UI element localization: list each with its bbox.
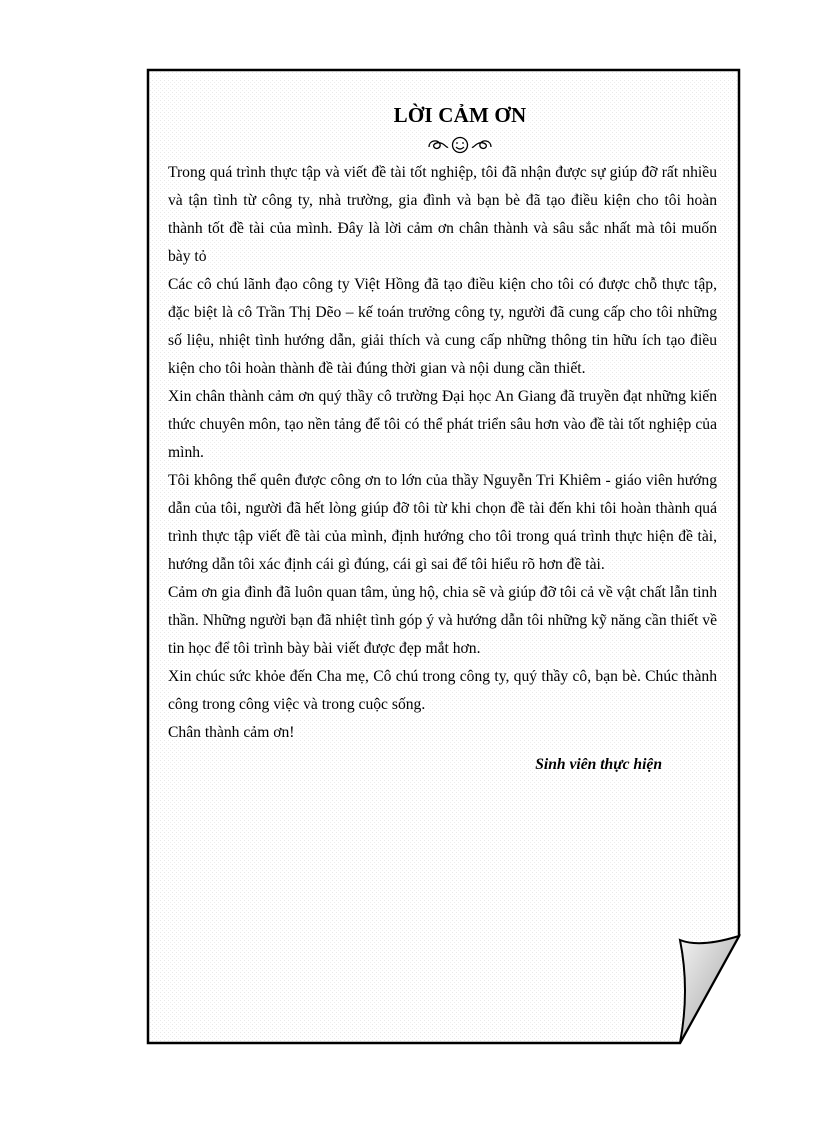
curl-smiley-ornament-icon <box>203 133 717 157</box>
page-title: LỜI CẢM ƠN <box>393 103 527 127</box>
ornament-graphic <box>426 135 494 155</box>
document-content <box>168 100 717 779</box>
page-fold-corner <box>680 936 739 1043</box>
signature: Sinh viên thực hiện <box>535 756 662 773</box>
paragraph-6: Xin chúc sức khỏe đến Cha mẹ, Cô chú trong công ty, quý thầy cô, bạn bè. Chúc thành công trong công việc và trong cuộc sống. <box>168 668 717 713</box>
paragraph-7: Chân thành cảm ơn! <box>168 724 295 741</box>
paragraph-2: Các cô chú lãnh đạo công ty Việt Hồng đã tạo điều kiện cho tôi có được chỗ thực tập, đặc biệt là cô Trần Thị Dẽo – kế toán trưởng công ty, người đã cung cấp cho tôi những số liệu, nhiệt tình hướng dẫn, giải thích và cung cấp những thông tin hữu ích tạo điều kiện cho tôi hoàn thành đề tài đúng thời gian và nội dung cần thiết. <box>168 276 717 377</box>
paragraph-4: Tôi không thể quên được công ơn to lớn của thầy Nguyễn Tri Khiêm - giáo viên hướng dẫn của tôi, người đã hết lòng giúp đỡ tôi từ khi chọn đề tài đến khi tôi hoàn thành quá trình thực tập viết đề tài của mình, định hướng cho tôi trong quá trình thực hiện đề tài, hướng dẫn tôi xác định cái gì đúng, cái gì sai để tôi hiểu rõ hơn đề tài. <box>168 472 717 573</box>
paragraph-5: Cảm ơn gia đình đã luôn quan tâm, ủng hộ, chia sẽ và giúp đỡ tôi cả về vật chất lẫn tinh thần. Những người bạn đã nhiệt tình góp ý và hướng dẫn tôi những kỹ năng cần thiết về tin học để tôi trình bày bài viết được đẹp mắt hơn. <box>168 584 717 657</box>
paragraph-3: Xin chân thành cảm ơn quý thầy cô trường Đại học An Giang đã truyền đạt những kiến thức chuyên môn, tạo nền tảng để tôi có thể phát triển sâu hơn vào đề tài tốt nghiệp của mình. <box>168 388 717 461</box>
paragraph-1: Trong quá trình thực tập và viết đề tài tốt nghiệp, tôi đã nhận được sự giúp đỡ rất nhiều và tận tình từ công ty, nhà trường, gia đình và bạn bè đã tạo điều kiện cho tôi hoàn thành tốt đề tài của mình. Đây là lời cảm ơn chân thành và sâu sắc nhất mà tôi muốn bày tỏ <box>168 164 717 265</box>
